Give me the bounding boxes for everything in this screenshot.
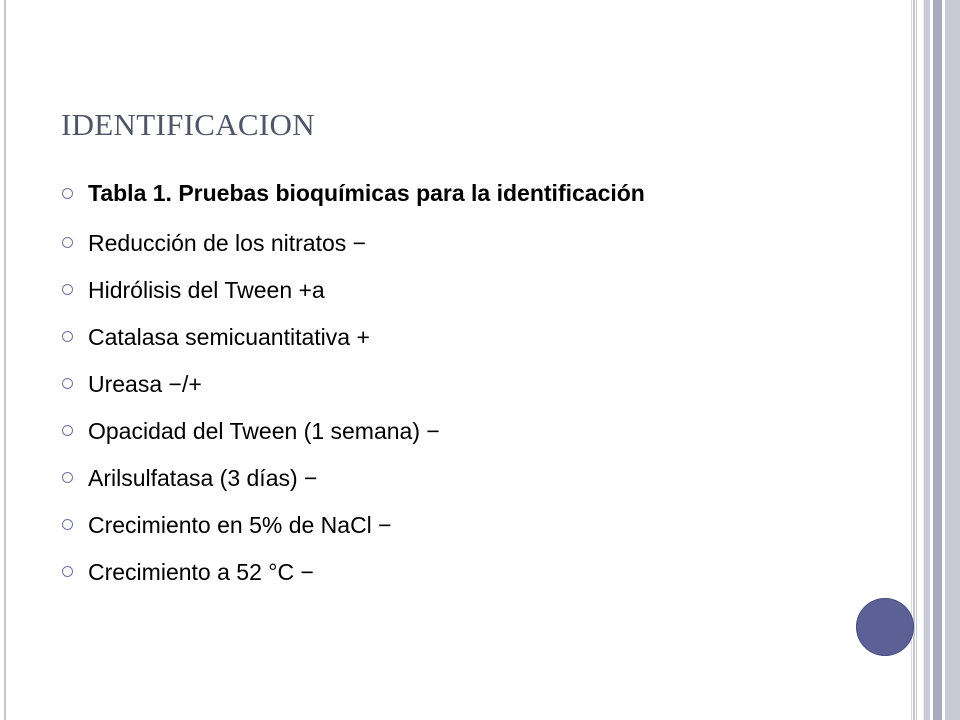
bullet-item bbox=[60, 225, 880, 261]
bullet-circle-icon bbox=[62, 331, 73, 342]
bullet-text: Hidrólisis del Tween +a bbox=[88, 277, 325, 303]
bullet-circle-icon bbox=[62, 284, 73, 295]
bullet-item bbox=[60, 272, 880, 308]
bullet-item bbox=[60, 366, 880, 402]
bullet-circle-icon bbox=[62, 519, 73, 530]
bullet-text: Arilsulfatasa (3 días) − bbox=[88, 465, 318, 491]
bullet-item bbox=[60, 507, 880, 543]
bullet-circle-icon bbox=[62, 566, 73, 577]
bullet-circle-icon bbox=[62, 237, 73, 248]
bullet-item bbox=[60, 460, 880, 496]
slide-title: IDENTIFICACION bbox=[61, 107, 315, 142]
sidebar-stripe bbox=[916, 0, 923, 720]
bullet-circle-icon bbox=[62, 188, 73, 199]
sidebar-stripe bbox=[933, 0, 942, 720]
decorative-circle-icon bbox=[856, 598, 914, 656]
bullet-text: Ureasa −/+ bbox=[88, 371, 202, 397]
bullet-circle-icon bbox=[62, 378, 73, 389]
bullet-item bbox=[60, 176, 880, 211]
sidebar-stripe bbox=[945, 0, 960, 720]
bullet-list bbox=[60, 176, 880, 601]
bullet-item bbox=[60, 413, 880, 449]
bullet-circle-icon bbox=[62, 425, 73, 436]
bullet-text: Reducción de los nitratos − bbox=[88, 230, 367, 256]
bullet-text: Opacidad del Tween (1 semana) − bbox=[88, 418, 440, 444]
bullet-text: Crecimiento en 5% de NaCl − bbox=[88, 512, 392, 538]
bullet-text: Tabla 1. Pruebas bioquímicas para la identificación bbox=[88, 180, 645, 206]
bullet-text: Catalasa semicuantitativa + bbox=[88, 324, 370, 350]
bullet-item bbox=[60, 319, 880, 355]
bullet-item bbox=[60, 554, 880, 590]
bullet-circle-icon bbox=[62, 472, 73, 483]
bullet-text: Crecimiento a 52 °C − bbox=[88, 559, 314, 585]
